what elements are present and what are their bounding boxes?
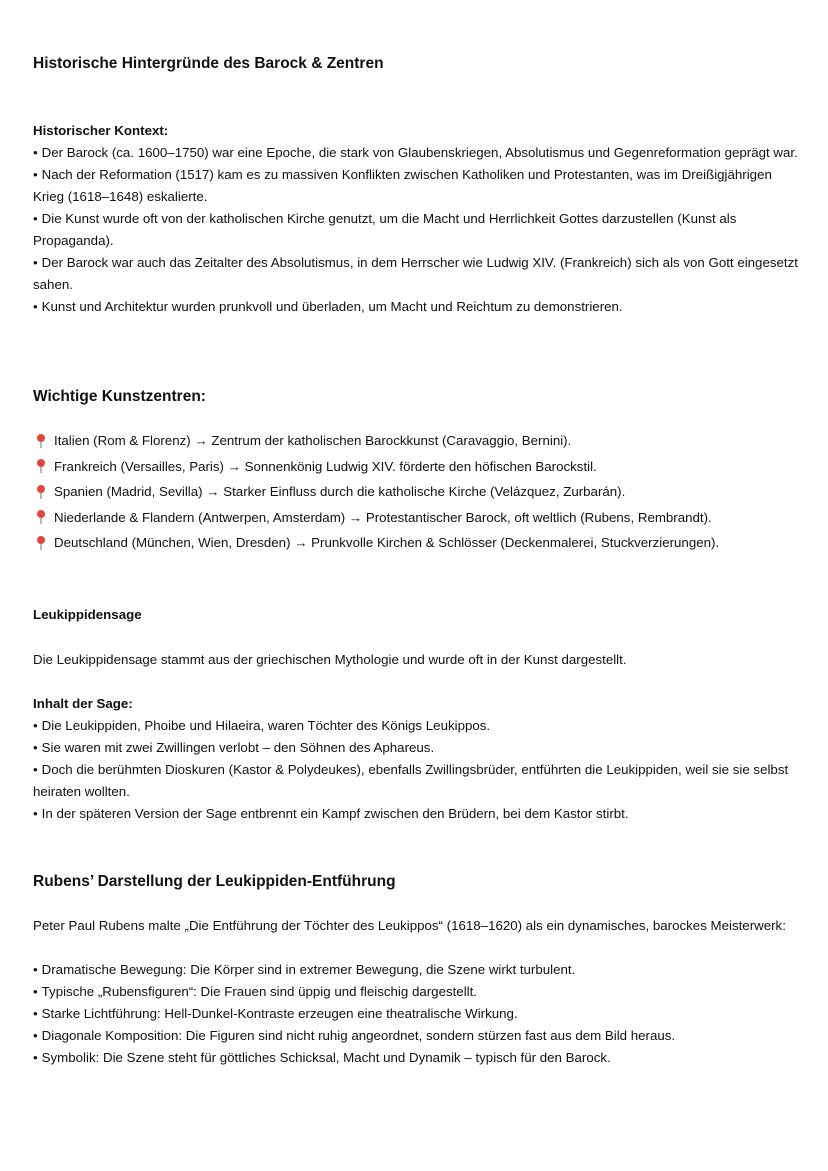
pushpin-icon xyxy=(33,535,49,551)
list-item: • Die Kunst wurde oft von der katholischen Kirche genutzt, um die Macht und Herrlichkeit Gottes darzustellen (Kunst als Propaganda). xyxy=(33,211,737,248)
list-item: Italien (Rom & Florenz) → Zentrum der katholischen Barockkunst (Caravaggio, Bernini). xyxy=(33,428,801,454)
list-item: • Die Leukippiden, Phoibe und Hilaeira, waren Töchter des Königs Leukippos. xyxy=(33,718,491,733)
bullet-symbol: • xyxy=(33,762,38,777)
bullet-symbol: • xyxy=(33,255,38,270)
historical-context-list xyxy=(33,142,801,318)
list-item: Deutschland (München, Wien, Dresden) → Prunkvolle Kirchen & Schlösser (Deckenmalerei, Stuckverzierungen). xyxy=(33,530,801,556)
bullet-symbol: • xyxy=(33,1050,38,1065)
bullet-symbol: • xyxy=(33,718,38,733)
section-title-leukippidensage: Leukippidensage xyxy=(33,607,142,622)
list-item: • In der späteren Version der Sage entbrennt ein Kampf zwischen den Brüdern, bei dem Kastor stirbt. xyxy=(33,806,629,821)
list-item: • Der Barock (ca. 1600–1750) war eine Epoche, die stark von Glaubenskriegen, Absolutismus und Gegenreformation geprägt war. xyxy=(33,145,798,160)
pushpin-icon xyxy=(33,458,49,474)
leukippidensage-intro: Die Leukippidensage stammt aus der griechischen Mythologie und wurde oft in der Kunst dargestellt. xyxy=(33,652,627,667)
list-item: • Der Barock war auch das Zeitalter des Absolutismus, in dem Herrscher wie Ludwig XIV. (Frankreich) sich als von Gott eingesetzt sahen. xyxy=(33,255,798,292)
list-item: • Doch die berühmten Dioskuren (Kastor & Polydeukes), ebenfalls Zwillingsbrüder, entführten die Leukippiden, weil sie sie selbst heiraten wollten. xyxy=(33,762,789,799)
list-item: • Starke Lichtführung: Hell-Dunkel-Kontraste erzeugen eine theatralische Wirkung. xyxy=(33,1006,518,1021)
pushpin-icon xyxy=(33,509,49,525)
content-of-saga-heading: Inhalt der Sage: xyxy=(33,696,133,711)
section-title-art-centers: Wichtige Kunstzentren: xyxy=(33,388,206,405)
list-item: • Dramatische Bewegung: Die Körper sind in extremer Bewegung, die Szene wirkt turbulent. xyxy=(33,962,576,977)
bullet-symbol: • xyxy=(33,740,38,755)
list-item: Spanien (Madrid, Sevilla) → Starker Einfluss durch die katholische Kirche (Velázquez, Zurbarán). xyxy=(33,479,801,505)
section-title-historical-background: Historische Hintergründe des Barock & Zentren xyxy=(33,55,384,72)
bullet-symbol: • xyxy=(33,299,38,314)
rubens-intro: Peter Paul Rubens malte „Die Entführung der Töchter des Leukippos“ (1618–1620) als ein dynamisches, barockes Meisterwerk: xyxy=(33,918,786,933)
list-item: • Sie waren mit zwei Zwillingen verlobt – den Söhnen des Aphareus. xyxy=(33,740,435,755)
bullet-symbol: • xyxy=(33,1028,38,1043)
list-item: Niederlande & Flandern (Antwerpen, Amsterdam) → Protestantischer Barock, oft weltlich (Rubens, Rembrandt). xyxy=(33,505,801,531)
bullet-symbol: • xyxy=(33,984,38,999)
section-title-rubens-depiction: Rubens’ Darstellung der Leukippiden-Entführung xyxy=(33,873,396,890)
art-centers-list xyxy=(33,428,801,556)
pushpin-icon xyxy=(33,484,49,500)
list-item: • Nach der Reformation (1517) kam es zu massiven Konflikten zwischen Katholiken und Protestanten, was im Dreißigjährigen Krieg (1618–1648) eskalierte. xyxy=(33,167,772,204)
bullet-symbol: • xyxy=(33,962,38,977)
rubens-features-list xyxy=(33,959,801,1069)
pushpin-icon xyxy=(33,433,49,449)
bullet-symbol: • xyxy=(33,806,38,821)
list-item: • Kunst und Architektur wurden prunkvoll und überladen, um Macht und Reichtum zu demonstrieren. xyxy=(33,299,623,314)
list-item: Frankreich (Versailles, Paris) → Sonnenkönig Ludwig XIV. förderte den höfischen Barockstil. xyxy=(33,454,801,480)
saga-content-list xyxy=(33,715,801,825)
bullet-symbol: • xyxy=(33,167,38,182)
list-item: • Symbolik: Die Szene steht für göttliches Schicksal, Macht und Dynamik – typisch für den Barock. xyxy=(33,1050,611,1065)
list-item: • Diagonale Komposition: Die Figuren sind nicht ruhig angeordnet, sondern stürzen fast aus dem Bild heraus. xyxy=(33,1028,676,1043)
bullet-symbol: • xyxy=(33,211,38,226)
bullet-symbol: • xyxy=(33,145,38,160)
bullet-symbol: • xyxy=(33,1006,38,1021)
historical-context-heading: Historischer Kontext: xyxy=(33,123,169,138)
list-item: • Typische „Rubensfiguren“: Die Frauen sind üppig und fleischig dargestellt. xyxy=(33,984,477,999)
